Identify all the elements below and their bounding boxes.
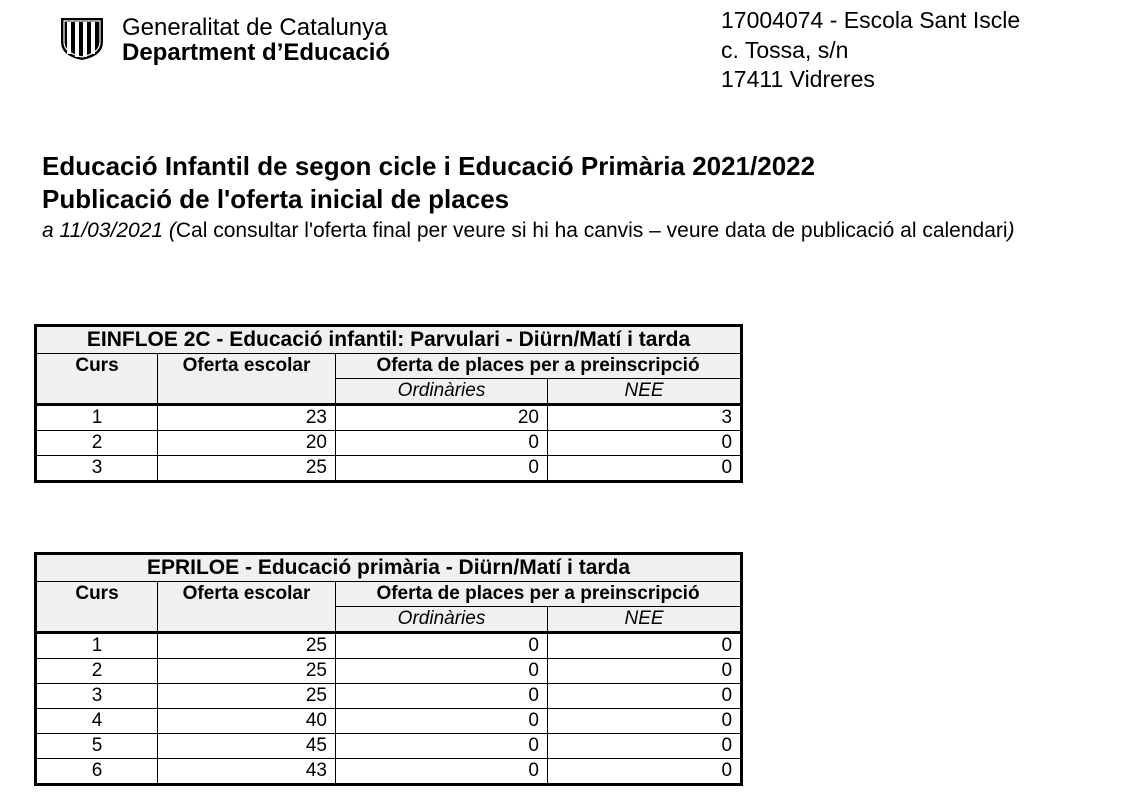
column-header-ordinaries: Ordinàries [336, 607, 548, 633]
generalitat-logo-icon [57, 12, 107, 62]
cell-curs: 1 [36, 405, 158, 431]
cell-ordinaries: 0 [336, 456, 548, 482]
cell-ordinaries: 0 [336, 633, 548, 659]
column-header-preinscripcio: Oferta de places per a preinscripció [336, 354, 742, 379]
table-body [36, 405, 742, 482]
cell-curs: 6 [36, 759, 158, 785]
page-title: Educació Infantil de segon cicle i Educació Primària 2021/2022 [42, 151, 816, 181]
cell-curs: 2 [36, 431, 158, 456]
table-row [36, 431, 742, 456]
cell-ordinaries: 0 [336, 659, 548, 684]
cell-nee: 0 [548, 759, 742, 785]
department-name [122, 16, 390, 66]
column-header-curs: Curs [36, 582, 158, 633]
cell-nee: 0 [548, 734, 742, 759]
cell-ordinaries: 0 [336, 684, 548, 709]
cell-nee: 0 [548, 431, 742, 456]
cell-oferta-escolar: 25 [158, 633, 336, 659]
cell-oferta-escolar: 25 [158, 659, 336, 684]
note-date: a 11/03/2021 ( [42, 219, 176, 242]
cell-nee: 0 [548, 456, 742, 482]
cell-oferta-escolar: 40 [158, 709, 336, 734]
table-title: EINFLOE 2C - Educació infantil: Parvulari - Diürn/Matí i tarda [36, 326, 742, 354]
cell-ordinaries: 0 [336, 759, 548, 785]
cell-curs: 5 [36, 734, 158, 759]
cell-nee: 0 [548, 633, 742, 659]
cell-oferta-escolar: 20 [158, 431, 336, 456]
publication-note [42, 218, 1015, 244]
table-row [36, 734, 742, 759]
school-address: c. Tossa, s/n [721, 36, 849, 63]
cell-ordinaries: 0 [336, 431, 548, 456]
cell-nee: 3 [548, 405, 742, 431]
department-title: Department d’Educació [122, 39, 391, 66]
cell-ordinaries: 0 [336, 734, 548, 759]
cell-curs: 3 [36, 684, 158, 709]
cell-oferta-escolar: 25 [158, 684, 336, 709]
header-logo-block [57, 12, 390, 66]
note-close: ) [1007, 219, 1015, 242]
table-row [36, 684, 742, 709]
cell-curs: 4 [36, 709, 158, 734]
cell-nee: 0 [548, 684, 742, 709]
school-code-name: 17004074 - Escola Sant Iscle [721, 7, 1021, 33]
cell-curs: 1 [36, 633, 158, 659]
org-name: Generalitat de Catalunya [122, 14, 388, 41]
offer-table-einfloe [34, 324, 743, 483]
column-header-nee: NEE [548, 379, 742, 405]
cell-nee: 0 [548, 659, 742, 684]
cell-curs: 3 [36, 456, 158, 482]
table-body [36, 633, 742, 785]
column-header-oferta-escolar: Oferta escolar [158, 354, 336, 405]
table-row [36, 759, 742, 785]
table-row [36, 456, 742, 482]
table-row [36, 709, 742, 734]
school-postal-city: 17411 Vidreres [721, 66, 875, 92]
table-row [36, 659, 742, 684]
column-header-oferta-escolar: Oferta escolar [158, 582, 336, 633]
column-header-curs: Curs [36, 354, 158, 405]
document-titles [42, 150, 1015, 244]
offer-table-epriloe [34, 552, 743, 786]
column-header-nee: NEE [548, 607, 742, 633]
cell-oferta-escolar: 45 [158, 734, 336, 759]
cell-oferta-escolar: 43 [158, 759, 336, 785]
cell-curs: 2 [36, 659, 158, 684]
cell-oferta-escolar: 23 [158, 405, 336, 431]
cell-ordinaries: 0 [336, 709, 548, 734]
page-subtitle: Publicació de l'oferta inicial de places [42, 184, 510, 214]
cell-oferta-escolar: 25 [158, 456, 336, 482]
note-text: Cal consultar l'oferta final per veure si hi ha canvis – veure data de publicació al calendari [175, 219, 1008, 242]
table-row [36, 405, 742, 431]
cell-ordinaries: 20 [336, 405, 548, 431]
table-title: EPRILOE - Educació primària - Diürn/Matí i tarda [36, 554, 742, 582]
table-row [36, 633, 742, 659]
school-info [721, 6, 1020, 95]
cell-nee: 0 [548, 709, 742, 734]
column-header-ordinaries: Ordinàries [336, 379, 548, 405]
column-header-preinscripcio: Oferta de places per a preinscripció [336, 582, 742, 607]
